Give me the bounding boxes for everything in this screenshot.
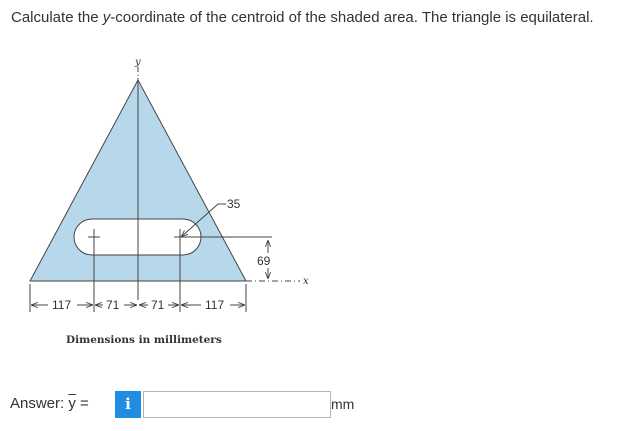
dim-117-right-label: 117 xyxy=(205,298,225,312)
answer-label: Answer: $\overline{y}$ = xyxy=(10,395,89,412)
unit-label: mm xyxy=(331,396,355,412)
dim-71-left-label: 71 xyxy=(106,298,120,312)
dim-117-left-label: 117 xyxy=(52,298,72,312)
x-axis-label: x xyxy=(303,276,309,287)
info-icon[interactable]: i xyxy=(115,391,141,418)
answer-input[interactable] xyxy=(143,391,331,418)
y-axis-label: y xyxy=(135,57,141,68)
figure-caption: Dimensions in millimeters xyxy=(66,334,222,346)
height-dimension-label: 69 xyxy=(257,254,271,268)
slot-dimension-label: 35 xyxy=(227,197,241,211)
dim-71-right-label: 71 xyxy=(151,298,165,312)
answer-row xyxy=(10,388,630,420)
question-text: Calculate the y-coordinate of the centroid of the shaded area. The triangle is equilateral. xyxy=(11,9,594,26)
